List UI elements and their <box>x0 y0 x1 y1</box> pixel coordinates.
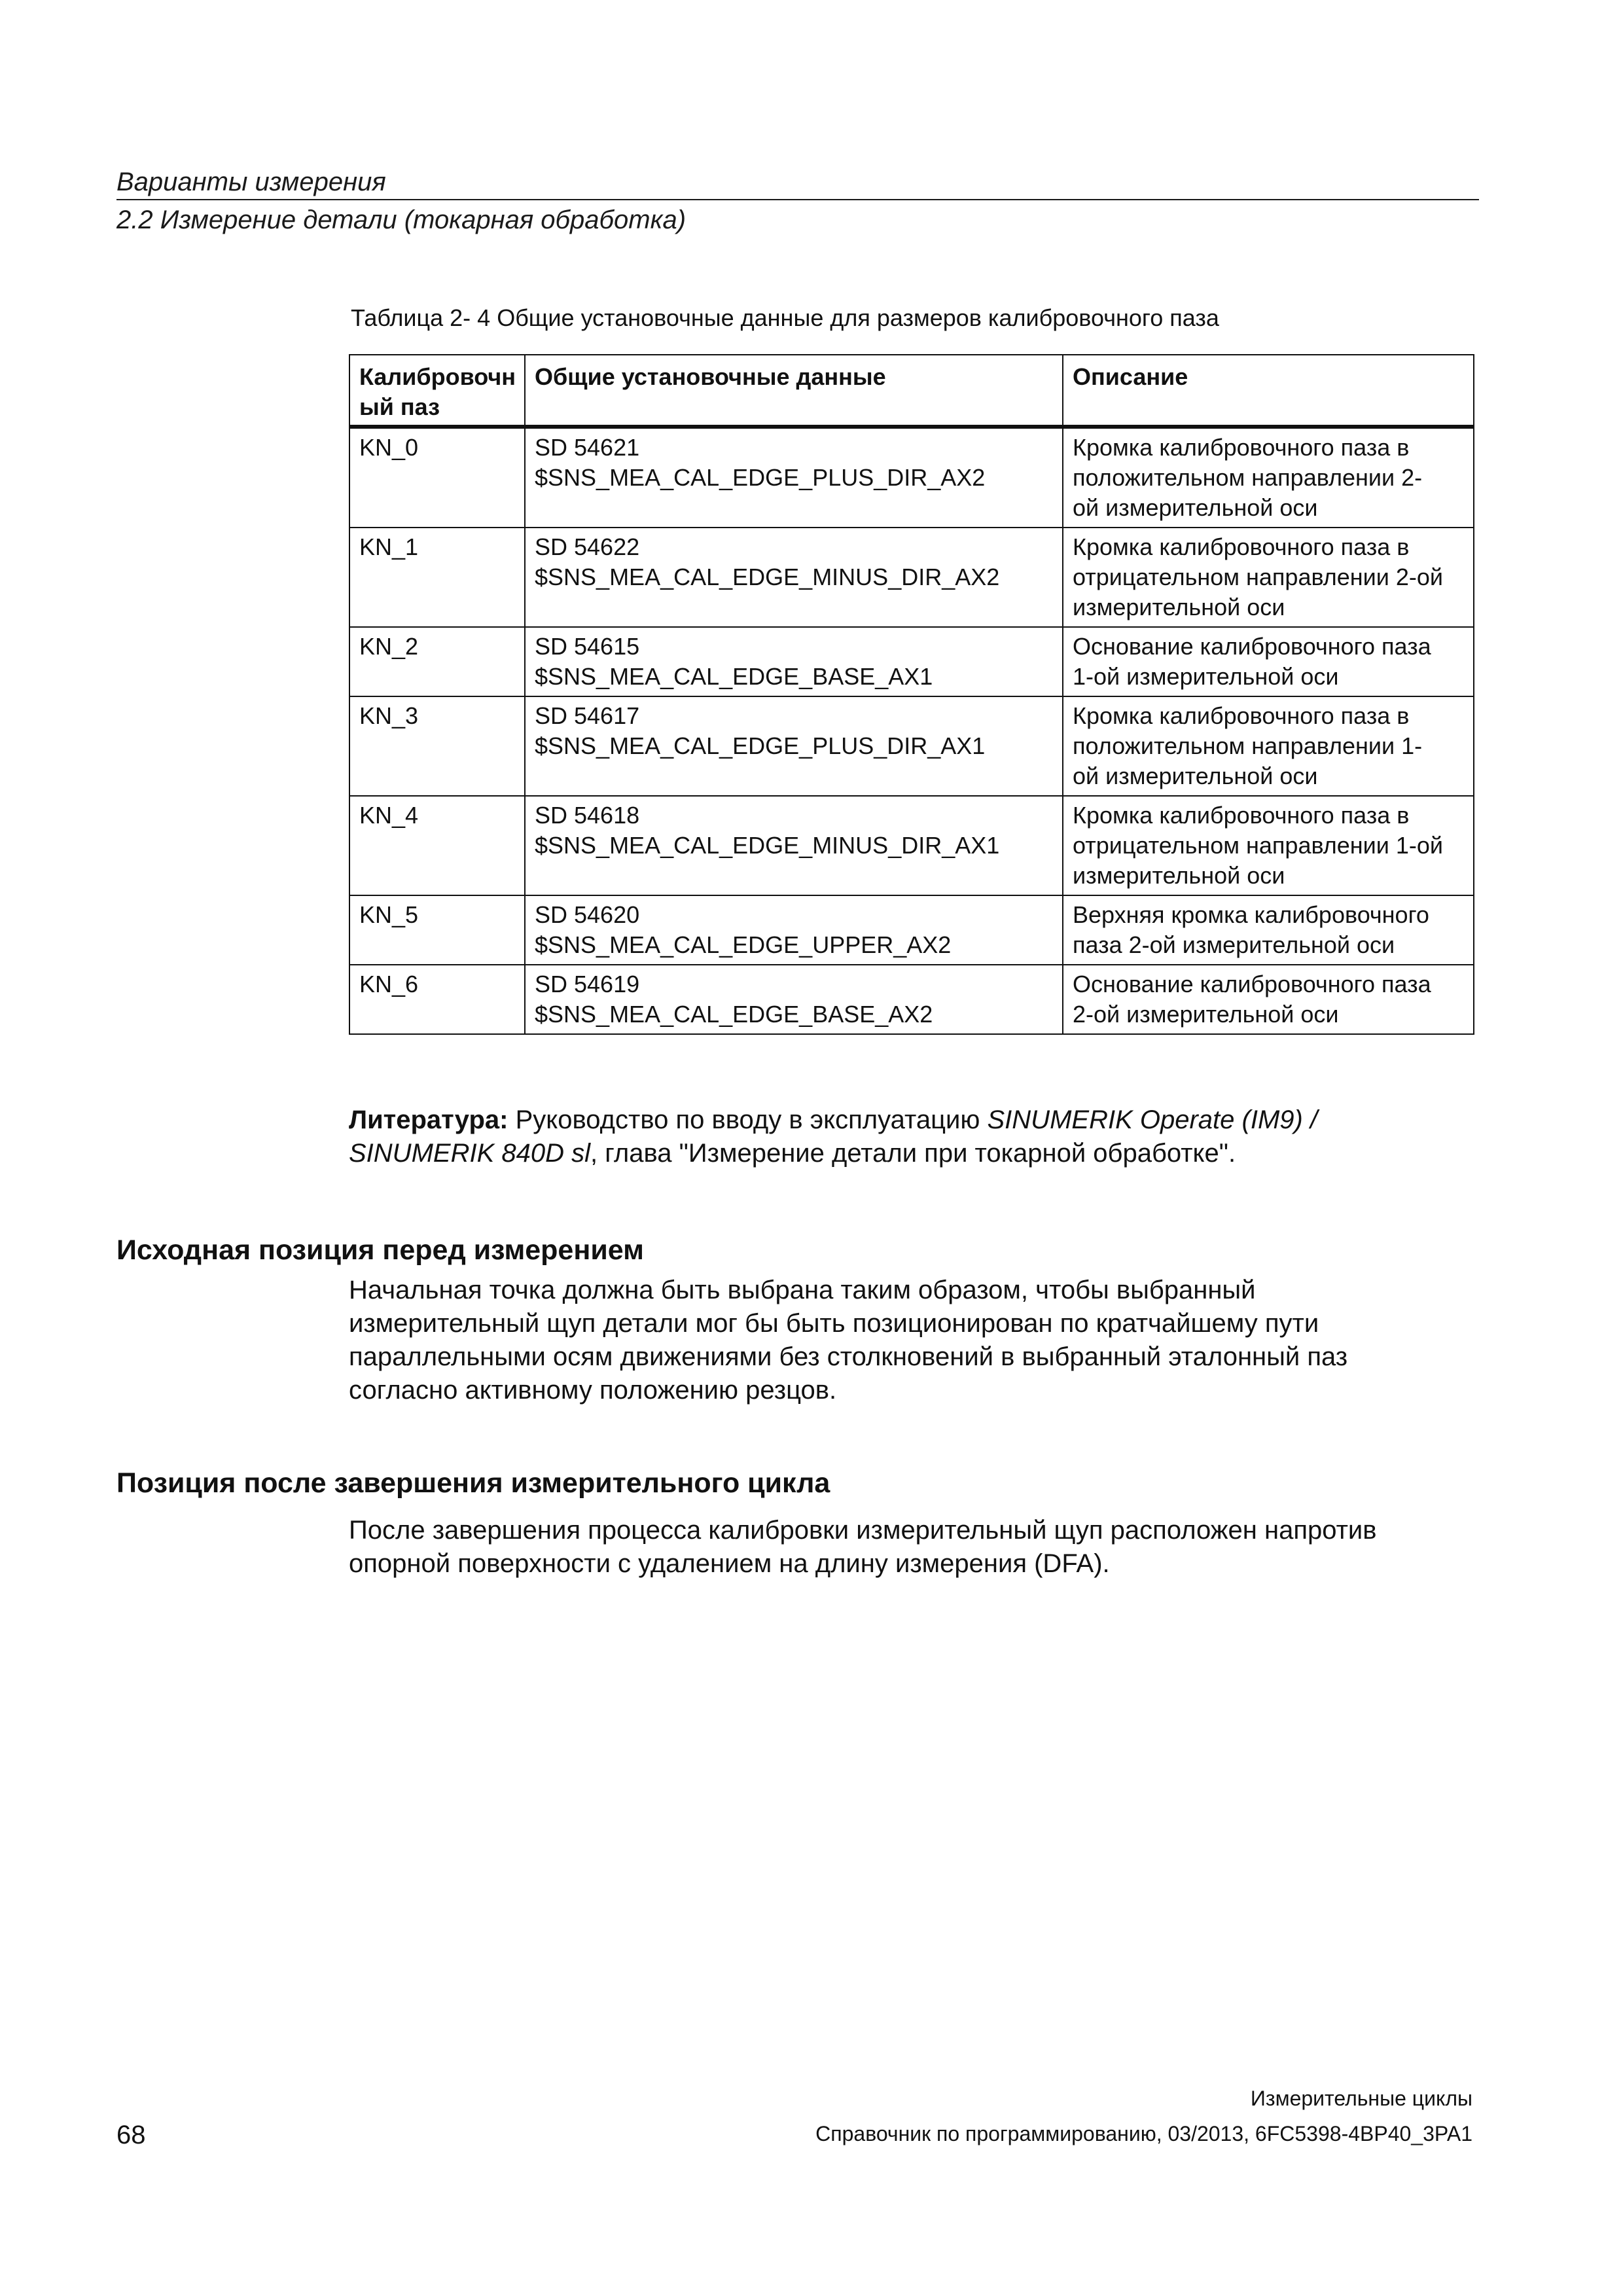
sd-number: SD 54620 <box>535 901 640 928</box>
description-line: Кромка калибровочного паза в <box>1073 702 1410 729</box>
cell-slot <box>349 965 525 1034</box>
text-line: измерительный щуп детали мог бы быть позиционирован по кратчайшему пути <box>349 1309 1319 1338</box>
cell-slot <box>349 528 525 627</box>
description-line: ой измерительной оси <box>1073 494 1318 521</box>
slot-label: KN_3 <box>359 702 419 729</box>
description-line: Кромка калибровочного паза в <box>1073 533 1410 560</box>
description-line: измерительной оси <box>1073 862 1285 889</box>
literature-text: Руководство по вводу в эксплуатацию <box>515 1105 980 1134</box>
text-line: Начальная точка должна быть выбрана таким образом, чтобы выбранный <box>349 1276 1256 1304</box>
table-row <box>349 528 1474 627</box>
cell-setting-data <box>525 696 1063 796</box>
slot-label: KN_2 <box>359 633 419 660</box>
cell-setting-data <box>525 528 1063 627</box>
description-line: отрицательном направлении 1-ой <box>1073 832 1444 859</box>
running-header-section: 2.2 Измерение детали (токарная обработка) <box>116 206 687 234</box>
sd-name: $SNS_MEA_CAL_EDGE_MINUS_DIR_AX1 <box>535 832 1000 859</box>
sd-name: $SNS_MEA_CAL_EDGE_BASE_AX1 <box>535 663 933 690</box>
header-slot: Калибровочн ый паз <box>349 355 525 427</box>
description-line: 2-ой измерительной оси <box>1073 1001 1339 1028</box>
sd-number: SD 54619 <box>535 971 640 997</box>
cell-setting-data <box>525 627 1063 696</box>
literature-title-line2: SINUMERIK 840D sl <box>349 1139 590 1168</box>
text-line: После завершения процесса калибровки измерительный щуп расположен напротив <box>349 1516 1377 1545</box>
slot-label: KN_6 <box>359 971 419 997</box>
description-line: отрицательном направлении 2-ой <box>1073 564 1444 590</box>
header-description: Описание <box>1063 355 1474 427</box>
description-line: измерительной оси <box>1073 594 1285 620</box>
settings-table <box>349 354 1474 1035</box>
table-row <box>349 796 1474 895</box>
cell-description <box>1063 696 1474 796</box>
literature-reference <box>349 1103 1474 1170</box>
section-heading-end-position: Позиция после завершения измерительного цикла <box>116 1467 830 1499</box>
text-line: параллельными осям движениями без столкновений в выбранный эталонный паз <box>349 1342 1348 1371</box>
description-line: положительном направлении 2- <box>1073 464 1423 491</box>
text-line: опорной поверхности с удалением на длину измерения (DFA). <box>349 1549 1110 1578</box>
description-line: 1-ой измерительной оси <box>1073 663 1339 690</box>
description-line: Кромка калибровочного паза в <box>1073 434 1410 461</box>
table-row <box>349 696 1474 796</box>
cell-slot <box>349 427 525 528</box>
footer-manual-info: Справочник по программированию, 03/2013, 6FC5398-4BP40_3PA1 <box>815 2122 1472 2145</box>
table-row <box>349 427 1474 528</box>
description-line: Кромка калибровочного паза в <box>1073 802 1410 829</box>
sd-number: SD 54618 <box>535 802 640 829</box>
table-body <box>349 427 1474 1034</box>
table-row <box>349 627 1474 696</box>
sd-number: SD 54621 <box>535 434 640 461</box>
sd-number: SD 54622 <box>535 533 640 560</box>
cell-description <box>1063 627 1474 696</box>
section-heading-start-position: Исходная позиция перед измерением <box>116 1234 644 1266</box>
cell-description <box>1063 796 1474 895</box>
description-line: Основание калибровочного паза <box>1073 633 1431 660</box>
cell-description <box>1063 965 1474 1034</box>
description-line: положительном направлении 1- <box>1073 732 1423 759</box>
literature-title-line1: SINUMERIK Operate (IM9) / <box>987 1105 1318 1134</box>
literature-text-after: , глава "Измерение детали при токарной обработке". <box>590 1139 1236 1168</box>
slot-label: KN_1 <box>359 533 419 560</box>
sd-name: $SNS_MEA_CAL_EDGE_PLUS_DIR_AX2 <box>535 464 986 491</box>
sd-number: SD 54617 <box>535 702 640 729</box>
cell-slot <box>349 696 525 796</box>
slot-label: KN_5 <box>359 901 419 928</box>
sd-name: $SNS_MEA_CAL_EDGE_PLUS_DIR_AX1 <box>535 732 986 759</box>
cell-setting-data <box>525 965 1063 1034</box>
slot-label: KN_4 <box>359 802 419 829</box>
description-line: ой измерительной оси <box>1073 762 1318 789</box>
table-caption: Таблица 2- 4 Общие установочные данные для размеров калибровочного паза <box>351 304 1219 331</box>
cell-description <box>1063 427 1474 528</box>
cell-setting-data <box>525 427 1063 528</box>
running-header-chapter: Варианты измерения <box>116 168 386 196</box>
header-setting-data: Общие установочные данные <box>525 355 1063 427</box>
section-body-end-position <box>349 1514 1488 1581</box>
slot-label: KN_0 <box>359 434 419 461</box>
cell-description <box>1063 895 1474 965</box>
running-header <box>116 165 1479 240</box>
table-row <box>349 965 1474 1034</box>
cell-slot <box>349 627 525 696</box>
cell-setting-data <box>525 895 1063 965</box>
literature-label: Литература: <box>349 1105 508 1134</box>
sd-name: $SNS_MEA_CAL_EDGE_UPPER_AX2 <box>535 931 952 958</box>
cell-slot <box>349 895 525 965</box>
description-line: Верхняя кромка калибровочного <box>1073 901 1429 928</box>
page-number: 68 <box>116 2121 146 2149</box>
text-line: согласно активному положению резцов. <box>349 1376 837 1405</box>
sd-name: $SNS_MEA_CAL_EDGE_MINUS_DIR_AX2 <box>535 564 1000 590</box>
cell-slot <box>349 796 525 895</box>
footer-manual-title: Измерительные циклы <box>1250 2087 1472 2110</box>
table-header-row <box>349 355 1474 427</box>
cell-description <box>1063 528 1474 627</box>
description-line: паза 2-ой измерительной оси <box>1073 931 1395 958</box>
sd-number: SD 54615 <box>535 633 640 660</box>
cell-setting-data <box>525 796 1063 895</box>
table-row <box>349 895 1474 965</box>
sd-name: $SNS_MEA_CAL_EDGE_BASE_AX2 <box>535 1001 933 1028</box>
description-line: Основание калибровочного паза <box>1073 971 1431 997</box>
section-body-start-position <box>349 1274 1488 1407</box>
